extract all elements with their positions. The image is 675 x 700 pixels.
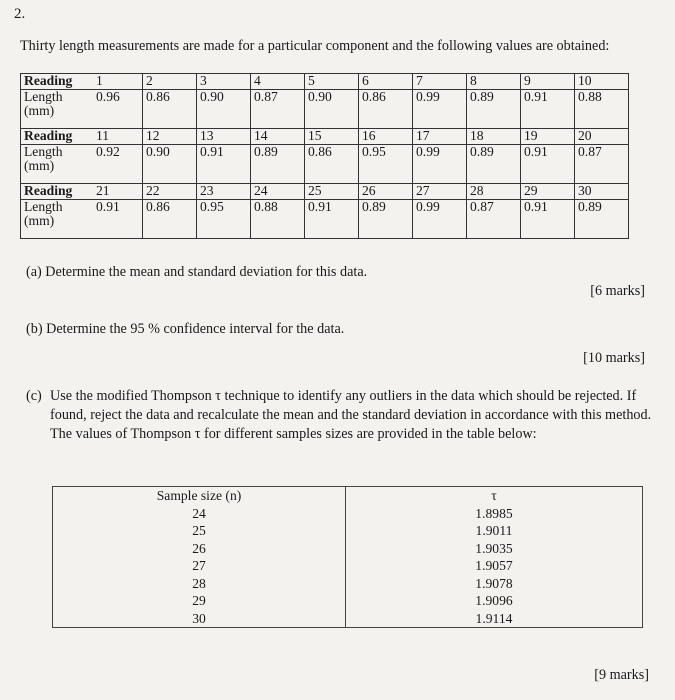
tau-header: τ (491, 488, 497, 503)
question-number: 2. (14, 6, 26, 22)
length-value: 0.99 (413, 145, 467, 184)
length-value: 0.91 (305, 200, 359, 239)
reading-label (21, 74, 94, 90)
reading-number: 10 (575, 74, 629, 90)
length-value: 0.86 (359, 90, 413, 129)
length-row (21, 200, 629, 239)
tau-value: 1.9078 (475, 575, 513, 591)
length-value: 0.91 (197, 145, 251, 184)
length-value: 0.86 (143, 90, 197, 129)
reading-row (21, 184, 629, 200)
reading-number: 26 (359, 184, 413, 200)
sample-size-header: Sample size (n) (156, 488, 242, 503)
length-value: 0.95 (359, 145, 413, 184)
tau-value: 1.9096 (475, 593, 513, 608)
tau-value: 1.9114 (475, 610, 513, 626)
reading-number: 14 (251, 129, 305, 145)
reading-number: 19 (521, 129, 575, 145)
tau-value: 1.8985 (475, 505, 513, 521)
tau-value: 1.9011 (475, 523, 513, 538)
length-value: 0.89 (467, 145, 521, 184)
length-row (21, 145, 629, 184)
part-a-marks: [6 marks] (590, 283, 645, 299)
sample-size-value: 30 (192, 610, 206, 626)
length-value: 0.99 (413, 200, 467, 239)
length-value: 0.89 (575, 200, 629, 239)
reading-number: 3 (197, 74, 251, 90)
reading-label (21, 129, 94, 145)
length-value: 0.90 (305, 90, 359, 129)
reading-number: 5 (305, 74, 359, 90)
length-value: 0.91 (521, 90, 575, 129)
reading-number: 4 (251, 74, 305, 90)
length-value: 0.88 (251, 200, 305, 239)
length-value: 0.87 (251, 90, 305, 129)
reading-number: 7 (413, 74, 467, 90)
length-value: 0.92 (93, 145, 143, 184)
reading-number: 8 (467, 74, 521, 90)
part-a-text: (a) Determine the mean and standard deviation for this data. (26, 264, 368, 280)
reading-number: 1 (93, 74, 143, 90)
length-value: 0.89 (251, 145, 305, 184)
length-value: 0.89 (359, 200, 413, 239)
length-value: 0.95 (197, 200, 251, 239)
reading-number: 20 (575, 129, 629, 145)
sample-size-value: 26 (192, 540, 206, 556)
part-b-text: (b) Determine the 95 % confidence interval for the data. (26, 321, 345, 337)
reading-number: 9 (521, 74, 575, 90)
reading-label (21, 184, 94, 200)
length-value: 0.87 (467, 200, 521, 239)
length-value: 0.88 (575, 90, 629, 129)
length-value: 0.99 (413, 90, 467, 129)
tau-column (346, 487, 643, 628)
reading-number: 6 (359, 74, 413, 90)
length-value: 0.90 (197, 90, 251, 129)
sample-size-column (53, 487, 346, 628)
reading-number: 24 (251, 184, 305, 200)
reading-number: 23 (197, 184, 251, 200)
length-value: 0.86 (305, 145, 359, 184)
length-value: 0.87 (575, 145, 629, 184)
reading-number: 18 (467, 129, 521, 145)
length-label: Length (mm) (21, 200, 94, 239)
reading-number: 22 (143, 184, 197, 200)
reading-number: 29 (521, 184, 575, 200)
thompson-tau-table (52, 486, 643, 628)
sample-size-value: 28 (192, 575, 206, 591)
reading-number: 30 (575, 184, 629, 200)
reading-number: 21 (93, 184, 143, 200)
length-value: 0.89 (467, 90, 521, 129)
reading-row (21, 129, 629, 145)
intro-text: Thirty length measurements are made for a particular component and the following values are obtained: (20, 38, 610, 54)
length-row (21, 90, 629, 129)
reading-label-text: Reading (24, 73, 73, 88)
length-value: 0.86 (143, 200, 197, 239)
sample-size-value: 24 (192, 505, 206, 521)
length-value: 0.90 (143, 145, 197, 184)
reading-label-text: Reading (24, 183, 73, 198)
reading-number: 2 (143, 74, 197, 90)
reading-number: 28 (467, 184, 521, 200)
part-c-text: Use the modified Thompson τ technique to identify any outliers in the data which should be rejected. If found, reject the data and recalculate the mean and the standard deviation in accordance with this method. The values of Thompson τ for different samples sizes are provided in the table below: (50, 388, 652, 442)
part-b-marks: [10 marks] (583, 350, 645, 366)
reading-number: 25 (305, 184, 359, 200)
sample-size-value: 27 (192, 558, 206, 573)
tau-value: 1.9057 (475, 558, 513, 573)
length-label: Length (mm) (21, 145, 94, 184)
length-value: 0.91 (521, 200, 575, 239)
length-value: 0.96 (93, 90, 143, 129)
reading-number: 11 (93, 129, 143, 145)
reading-number: 13 (197, 129, 251, 145)
length-value: 0.91 (93, 200, 143, 239)
tau-value: 1.9035 (475, 540, 513, 556)
reading-number: 16 (359, 129, 413, 145)
sample-size-value: 25 (192, 523, 206, 538)
sample-size-value: 29 (192, 593, 206, 608)
part-c-marks: [9 marks] (594, 667, 649, 683)
measurements-table (20, 73, 629, 239)
reading-row (21, 74, 629, 90)
reading-number: 15 (305, 129, 359, 145)
length-value: 0.91 (521, 145, 575, 184)
reading-number: 27 (413, 184, 467, 200)
length-label: Length (mm) (21, 90, 94, 129)
reading-label-text: Reading (24, 128, 73, 143)
reading-number: 17 (413, 129, 467, 145)
reading-number: 12 (143, 129, 197, 145)
part-c-label: (c) (26, 388, 42, 404)
